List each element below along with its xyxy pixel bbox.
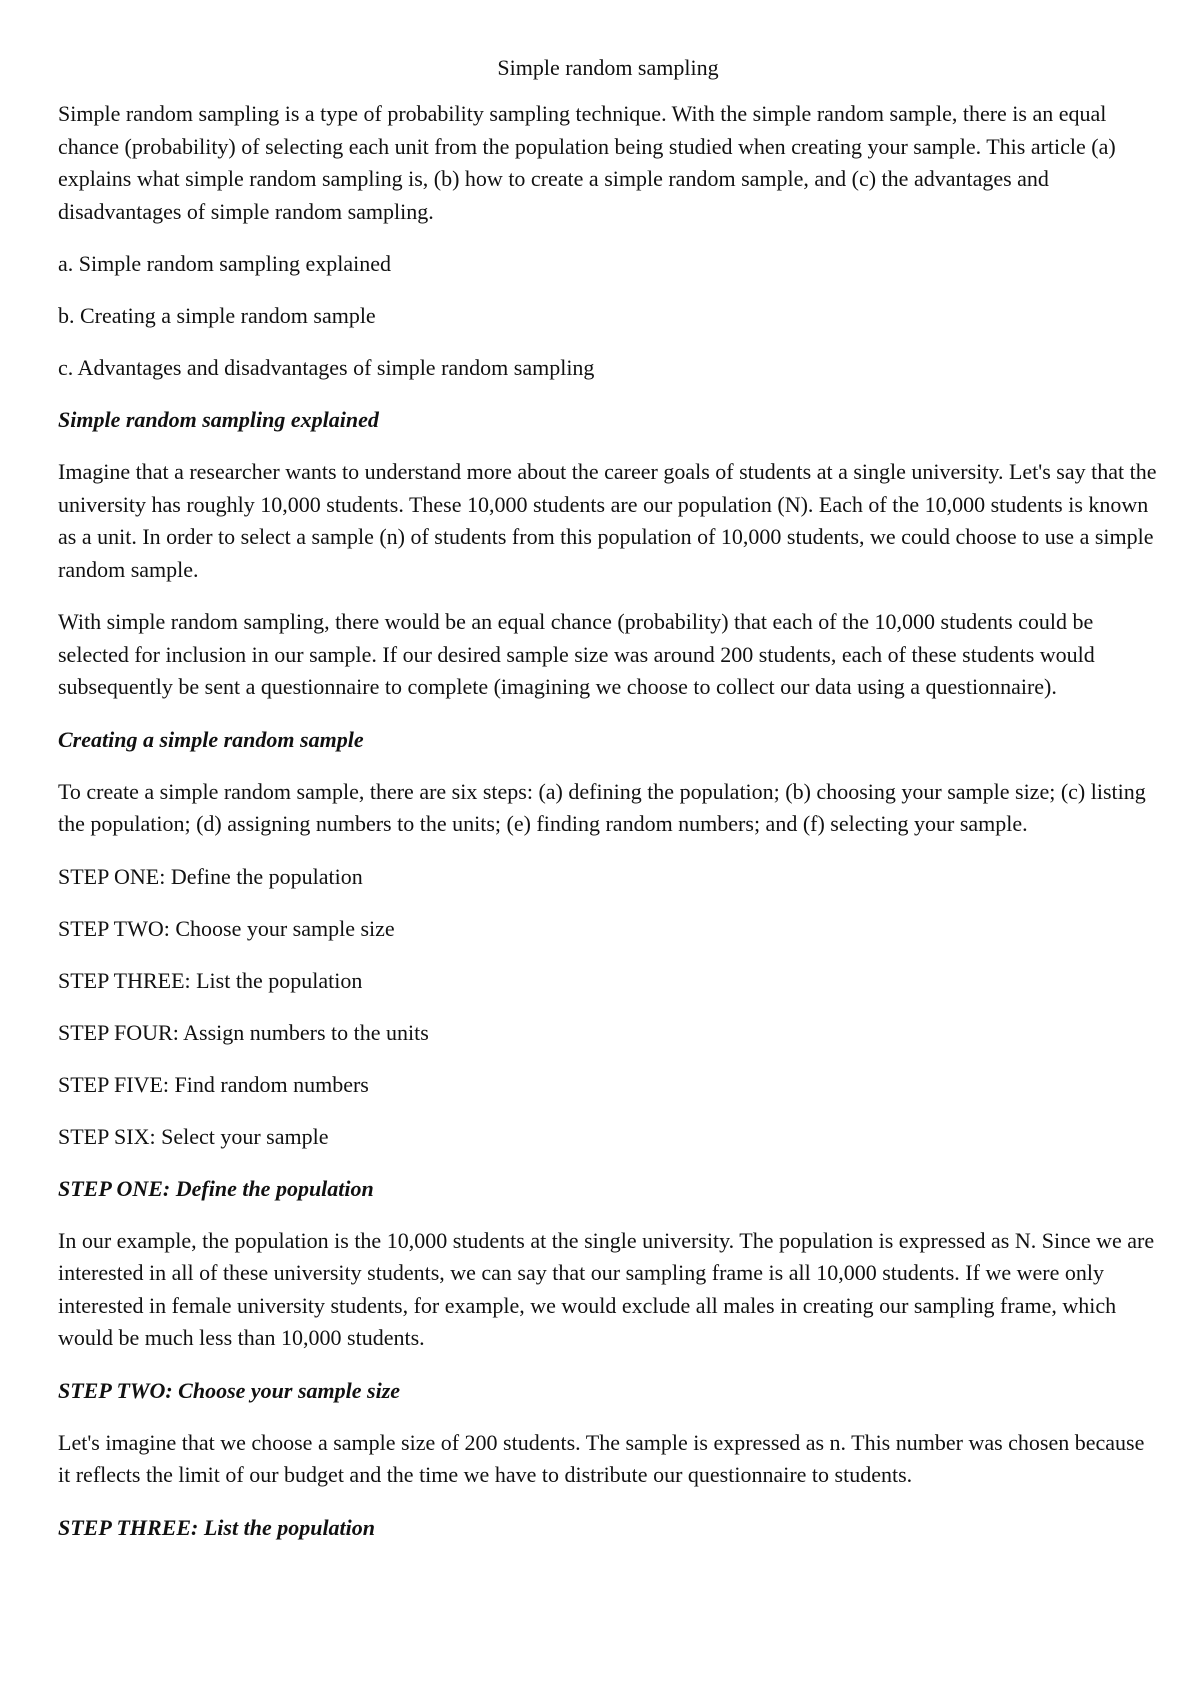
creating-paragraph: To create a simple random sample, there are six steps: (a) defining the population; (b) choosing your sample size; (c) listing the population; (d) assigning numbers to the units; (e) finding random numbers; and (f) selecting your sample. (58, 778, 1146, 836)
section-heading-explained: Simple random sampling explained (58, 407, 379, 432)
explained-paragraph-1: Imagine that a researcher wants to understand more about the career goals of students at a single university. Let's say that the university has roughly 10,000 students. These 10,000 students are our population (N). Each of the 10,000 students is known as a unit. In order to select a sample (n) of students from this population of 10,000 students, we could choose to use a simple random sample. (58, 459, 1157, 582)
step-list-item-six: STEP SIX: Select your sample (58, 1123, 329, 1149)
toc-item-creating: b. Creating a simple random sample (58, 303, 376, 328)
step-two-paragraph: Let's imagine that we choose a sample size of 200 students. The sample is expressed as n. This number was chosen because it reflects the limit of our budget and the time we have to distribute our questionnaire to students. (58, 1429, 1145, 1487)
step-list-item-four: STEP FOUR: Assign numbers to the units (58, 1019, 429, 1045)
intro-paragraph: Simple random sampling is a type of probability sampling technique. With the simple random sample, there is an equal chance (probability) of selecting each unit from the population being studied when creating your sample. This article (a) explains what simple random sampling is, (b) how to create a simple random sample, and (c) the advantages and disadvantages of simple random sampling. (58, 101, 1116, 224)
step-list-item-one: STEP ONE: Define the population (58, 863, 363, 889)
step-list-item-two: STEP TWO: Choose your sample size (58, 915, 395, 941)
section-heading-step-one: STEP ONE: Define the population (58, 1175, 374, 1201)
step-one-paragraph: In our example, the population is the 10,000 students at the single university. The population is expressed as N. Since we are interested in all of these university students, we can say that our sampling frame is all 10,000 students. If we were only interested in female university students, for example, we would exclude all males in creating our sampling frame, which would be much less than 10,000 students. (58, 1227, 1155, 1350)
section-heading-creating: Creating a simple random sample (58, 726, 364, 752)
section-heading-step-three: STEP THREE: List the population (58, 1514, 376, 1540)
section-heading-step-two: STEP TWO: Choose your sample size (58, 1377, 401, 1403)
toc-item-explained: a. Simple random sampling explained (58, 251, 391, 276)
step-list-item-three: STEP THREE: List the population (58, 967, 363, 993)
document-title: Simple random sampling (497, 55, 719, 80)
document-page (58, 52, 1158, 1564)
explained-paragraph-2: With simple random sampling, there would be an equal chance (probability) that each of the 10,000 students could be selected for inclusion in our sample. If our desired sample size was around 200 students, each of these students would subsequently be sent a questionnaire to complete (imagining we choose to collect our data using a questionnaire). (58, 609, 1095, 699)
step-list-item-five: STEP FIVE: Find random numbers (58, 1071, 369, 1097)
toc-item-advantages: c. Advantages and disadvantages of simple random sampling (58, 355, 595, 380)
